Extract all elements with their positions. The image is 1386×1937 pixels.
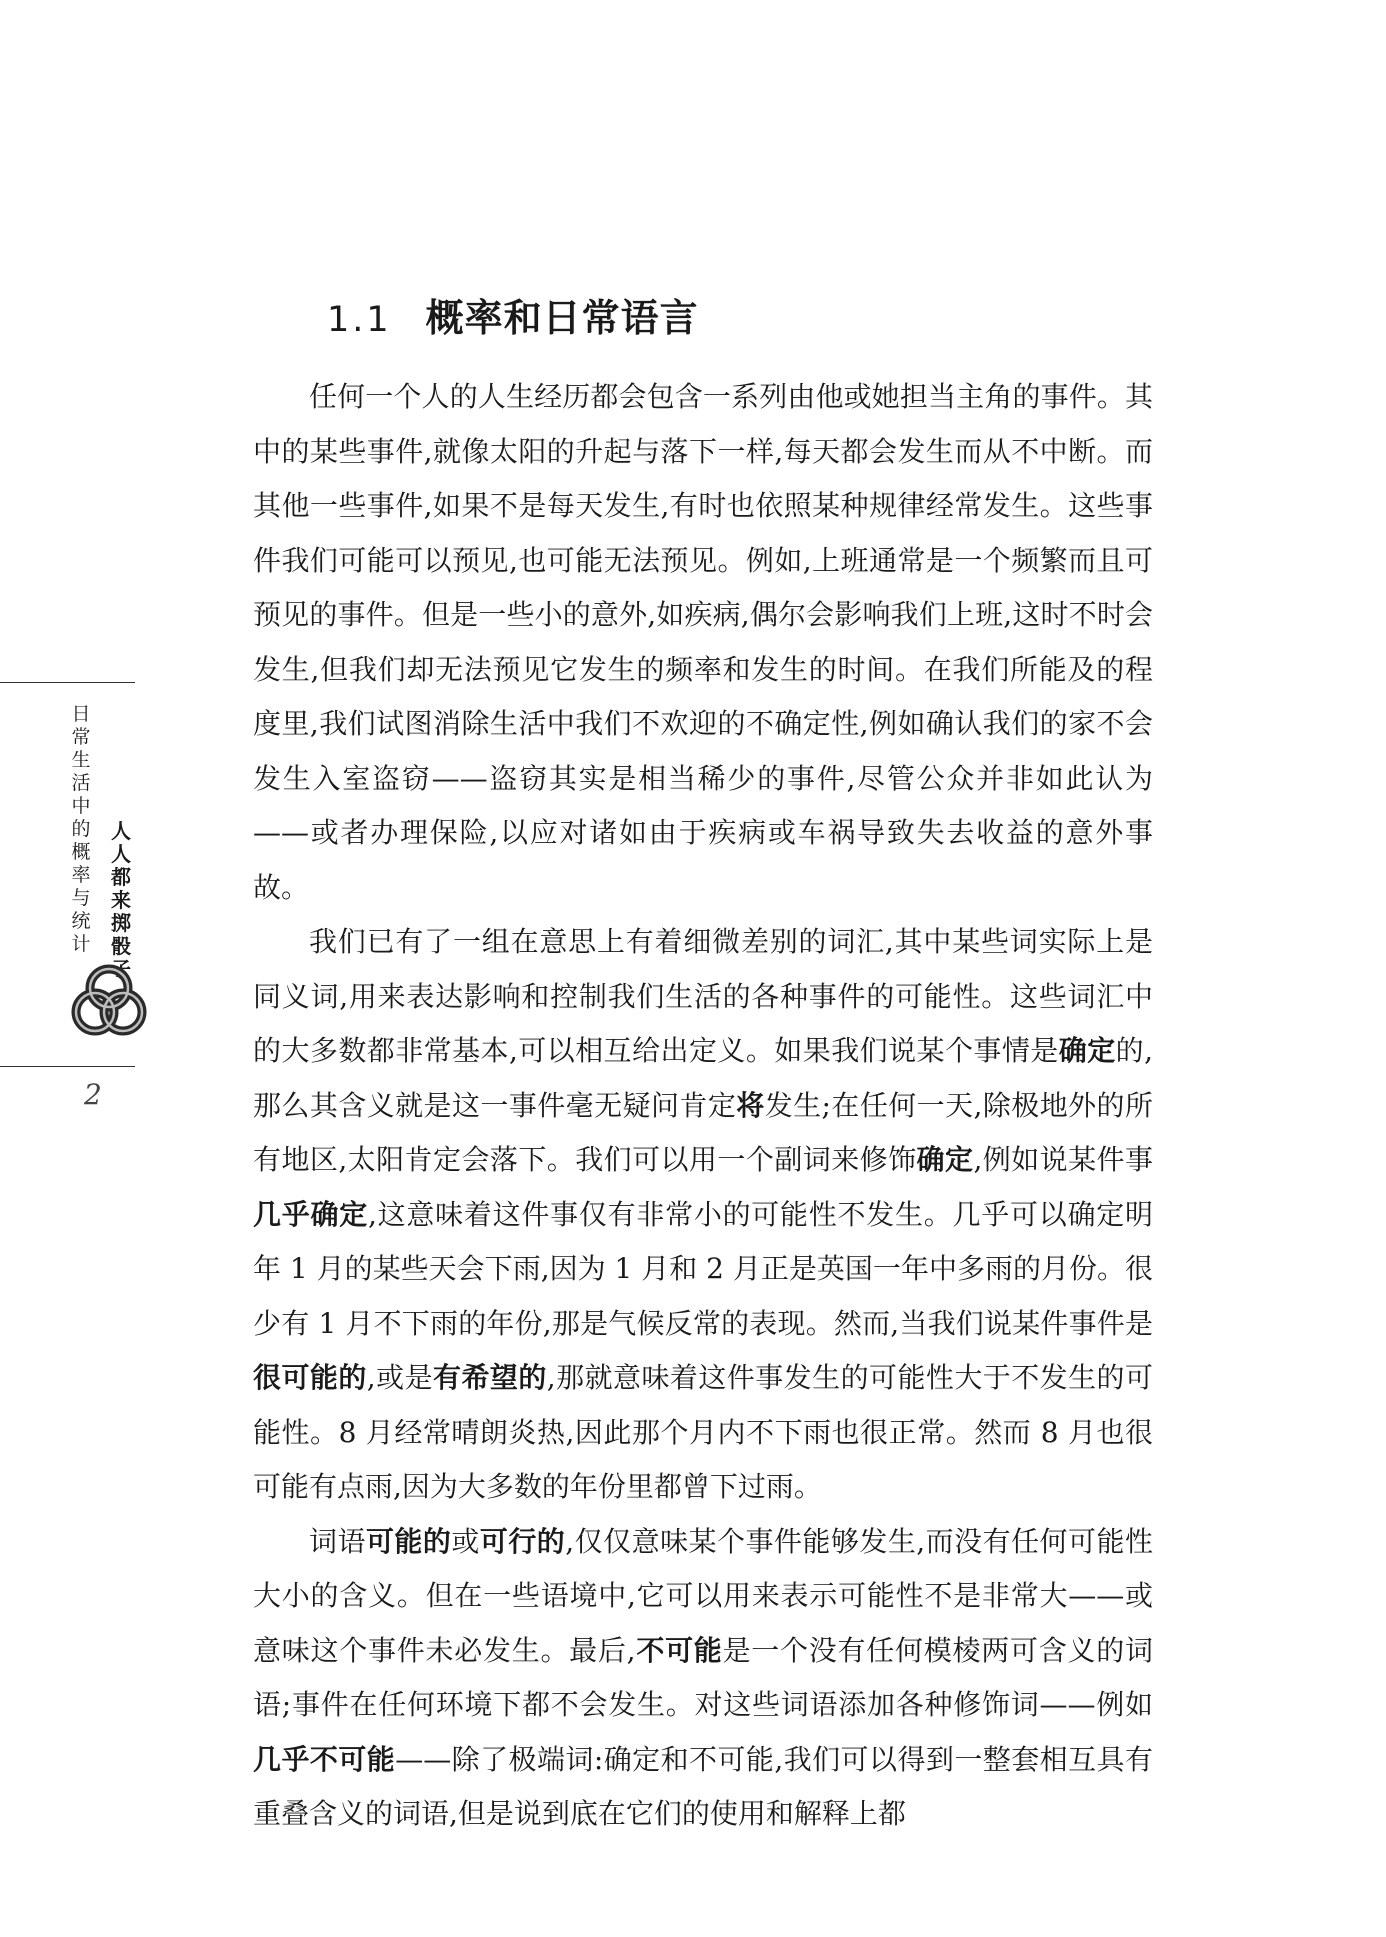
emphasized-term: 可行的 (479, 1524, 566, 1558)
text-run: 任何一个人的人生经历都会包含一系列由他或她担当主角的事件。其中的某些事件,就像太阳的升起与落下一样,每天都会发生而从不中断。而其他一些事件,如果不是每天发生,有时也依照某种规律经常发生。这些事件我们可能可以预见,也可能无法预见。例如,上班通常是一个频繁而且可预见的事件。但是一些小的意外,如疾病,偶尔会影响我们上班,这时不时会发生,但我们却无法预见它发生的频率和发生的时间。在我们所能及的程度里,我们试图消除生活中我们不欢迎的不确定性,例如确认我们的家不会发生入室盗窃——盗窃其实是相当稀少的事件,尽管公众并非如此认为——或者办理保险,以应对诸如由于疾病或车祸导致失去收益的意外事故。 (253, 380, 1153, 904)
text-run: ,仅仅意味某个事件能够发生,而没有任何可能性大小的含义。但在一些语境中,它可以用来表示可能性不是非常大——或意味这个事件未必发生。最后, (253, 1524, 1153, 1667)
paragraph (253, 370, 1153, 915)
emphasized-term: 确定 (916, 1143, 974, 1176)
text-run: 发生;在任何一天,除极地外的所有地区,太阳肯定会落下。我们可以用一个副词来修饰 (253, 1088, 1153, 1176)
text-run: 词语 (309, 1524, 366, 1558)
text-run: 或 (451, 1524, 480, 1558)
text-run: ——除了极端词:确定和不可能,我们可以得到一整套相互具有重叠含义的词语,但是说到底在它们的使用和解释上都 (253, 1742, 1153, 1830)
sidebar-bottom-rule (0, 1066, 135, 1067)
emphasized-term: 几乎确定 (253, 1197, 368, 1231)
emphasized-term: 有希望的 (433, 1361, 547, 1394)
section-title: 概率和日常语言 (425, 296, 699, 340)
body-text (253, 370, 1153, 1842)
emphasized-term: 几乎不可能 (253, 1742, 396, 1776)
page-number: 2 (84, 1078, 102, 1111)
paragraph (253, 1515, 1153, 1842)
paragraph (253, 915, 1153, 1515)
text-run: ,那就意味着这件事发生的可能性大于不发生的可能性。8 月经常晴朗炎热,因此那个月内不下雨也很正常。然而 8 月也很可能有点雨,因为大多数的年份里都曾下过雨。 (253, 1361, 1153, 1503)
section-heading (327, 287, 699, 342)
text-run: 是一个没有任何模棱两可含义的词语;事件在任何环境下都不会发生。对这些词语添加各种修饰词——例如 (253, 1633, 1153, 1721)
emphasized-term: 可能的 (365, 1524, 452, 1558)
emphasized-term: 确定 (1058, 1034, 1116, 1067)
section-number: 1.1 (327, 300, 392, 340)
emphasized-term: 很可能的 (253, 1361, 367, 1394)
emphasized-term: 将 (736, 1088, 765, 1122)
series-title: 日 常 生 活 中 的 概 率 与 统 计 (71, 703, 91, 955)
text-run: ,这意味着这件事仅有非常小的可能性不发生。几乎可以确定明年 1 月的某些天会下雨,因为 1 月和 2 月正是英国一年中多雨的月份。很少有 1 月不下雨的年份,那是气候反常的表现。然而,当我们说某件事件是 (253, 1197, 1153, 1340)
trefoil-knot-logo (64, 956, 154, 1046)
text-run: 的,那么其含义就是这一事件毫无疑问肯定 (253, 1034, 1153, 1122)
text-run: ,例如说某件事 (973, 1143, 1153, 1176)
text-run: ,或是 (366, 1361, 434, 1394)
sidebar-top-rule (0, 682, 135, 683)
text-run: 我们已有了一组在意思上有着细微差别的词汇,其中某些词实际上是同义词,用来表达影响和控制我们生活的各种事件的可能性。这些词汇中的大多数都非常基本,可以相互给出定义。如果我们说某个事情是 (253, 925, 1153, 1067)
emphasized-term: 不可能 (635, 1633, 723, 1667)
book-title: 人 人 都 来 掷 骰 子 (111, 819, 131, 981)
